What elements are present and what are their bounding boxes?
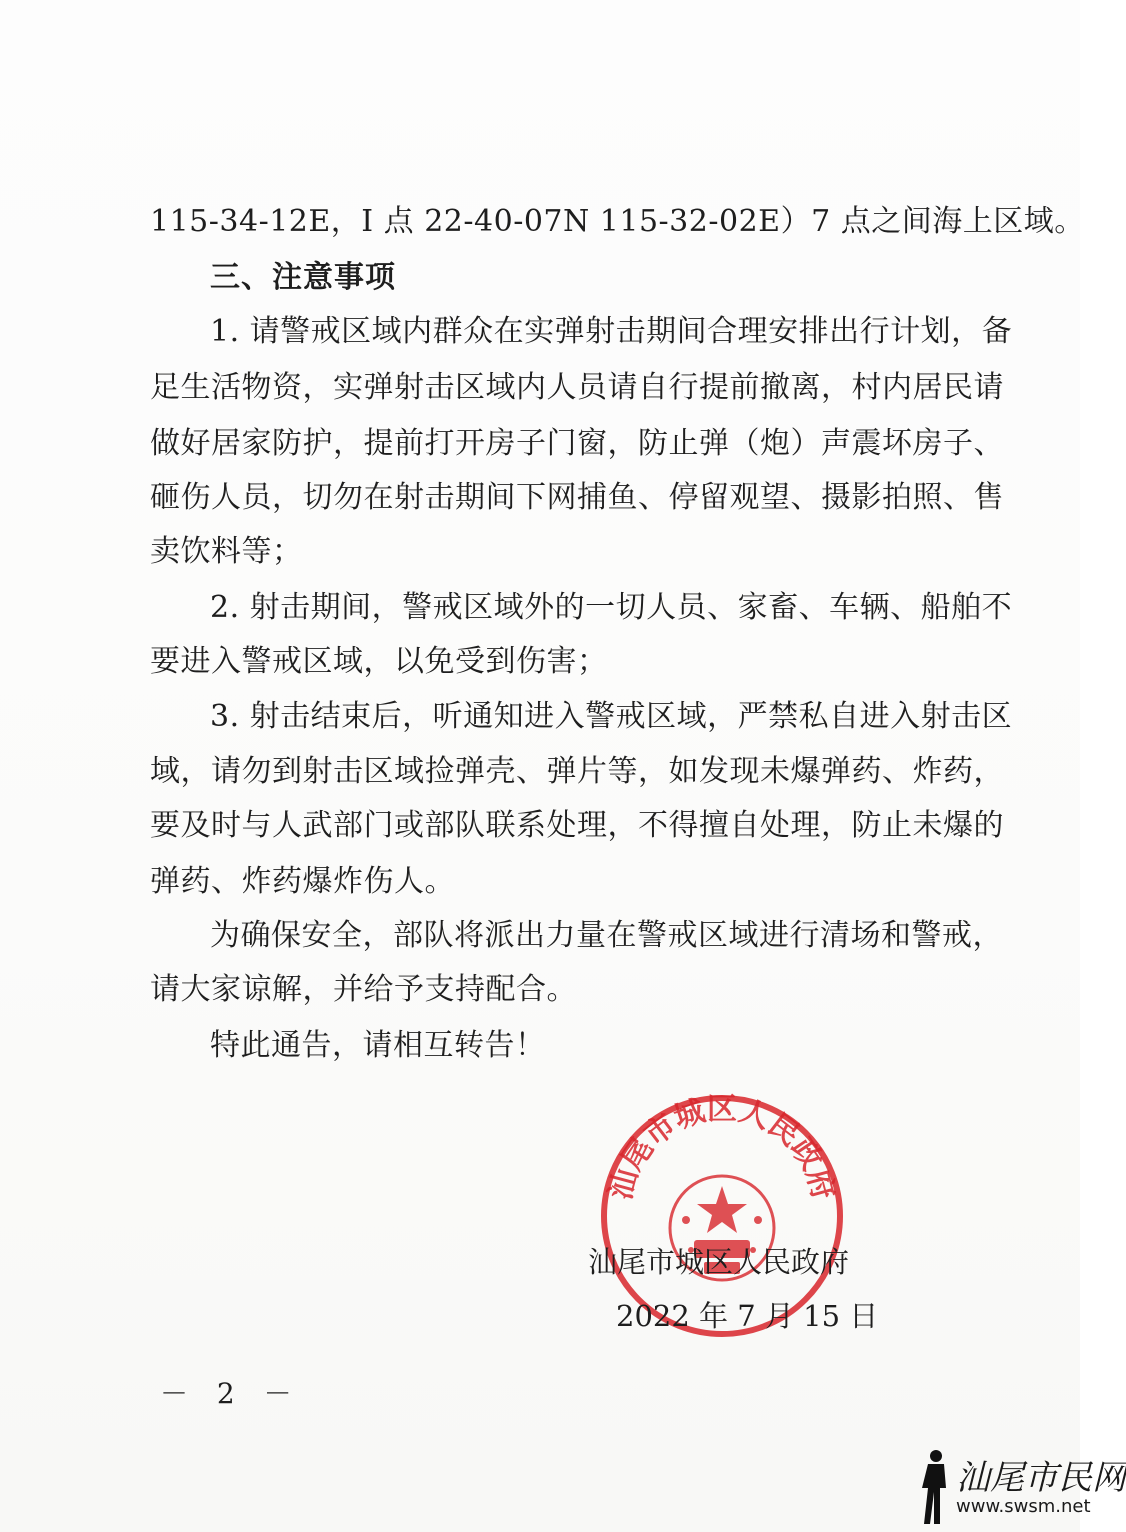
- watermark-text: 汕尾市民网: [956, 1458, 1126, 1498]
- svg-text:汕尾市城区人民政府: 汕尾市城区人民政府: [603, 1091, 841, 1204]
- page-number: － 2 －: [160, 1377, 302, 1410]
- body-line: 115-34-12E，I 点 22-40-07N 115-32-02E）7 点之间海上区域。: [150, 204, 1085, 239]
- watermark-url: www.swsm.net: [956, 1496, 1091, 1517]
- body-line: 1. 请警戒区域内群众在实弹射击期间合理安排出行计划，备: [210, 314, 1013, 349]
- section-heading: 三、注意事项: [210, 260, 396, 295]
- body-line: 2. 射击期间，警戒区域外的一切人员、家畜、车辆、船舶不: [210, 590, 1013, 625]
- person-silhouette-icon: [914, 1448, 954, 1526]
- signature-org: 汕尾市城区人民政府: [588, 1245, 850, 1279]
- watermark-logo: [914, 1444, 1126, 1528]
- body-line: 卖饮料等；: [150, 534, 303, 569]
- body-line: 域，请勿到射击区域捡弹壳、弹片等，如发现未爆弹药、炸药，: [150, 754, 1004, 789]
- body-line: 弹药、炸药爆炸伤人。: [150, 864, 455, 899]
- body-line: 为确保安全，部队将派出力量在警戒区域进行清场和警戒，: [210, 918, 1003, 953]
- body-line: 足生活物资，实弹射击区域内人员请自行提前撤离，村内居民请: [150, 370, 1004, 405]
- body-line: 请大家谅解，并给予支持配合。: [150, 972, 577, 1007]
- body-line: 要进入警戒区域，以免受到伤害；: [150, 644, 608, 679]
- closing-line: 特此通告，请相互转告！: [210, 1028, 546, 1063]
- body-line: 砸伤人员，切勿在射击期间下网捕鱼、停留观望、摄影拍照、售: [150, 480, 1004, 515]
- body-line: 要及时与人武部门或部队联系处理，不得擅自处理，防止未爆的: [150, 808, 1004, 843]
- body-line: 做好居家防护，提前打开房子门窗，防止弹（炮）声震坏房子、: [150, 426, 1004, 461]
- signature-date: 2022 年 7 月 15 日: [616, 1299, 879, 1333]
- body-line: 3. 射击结束后，听通知进入警戒区域，严禁私自进入射击区: [210, 699, 1013, 734]
